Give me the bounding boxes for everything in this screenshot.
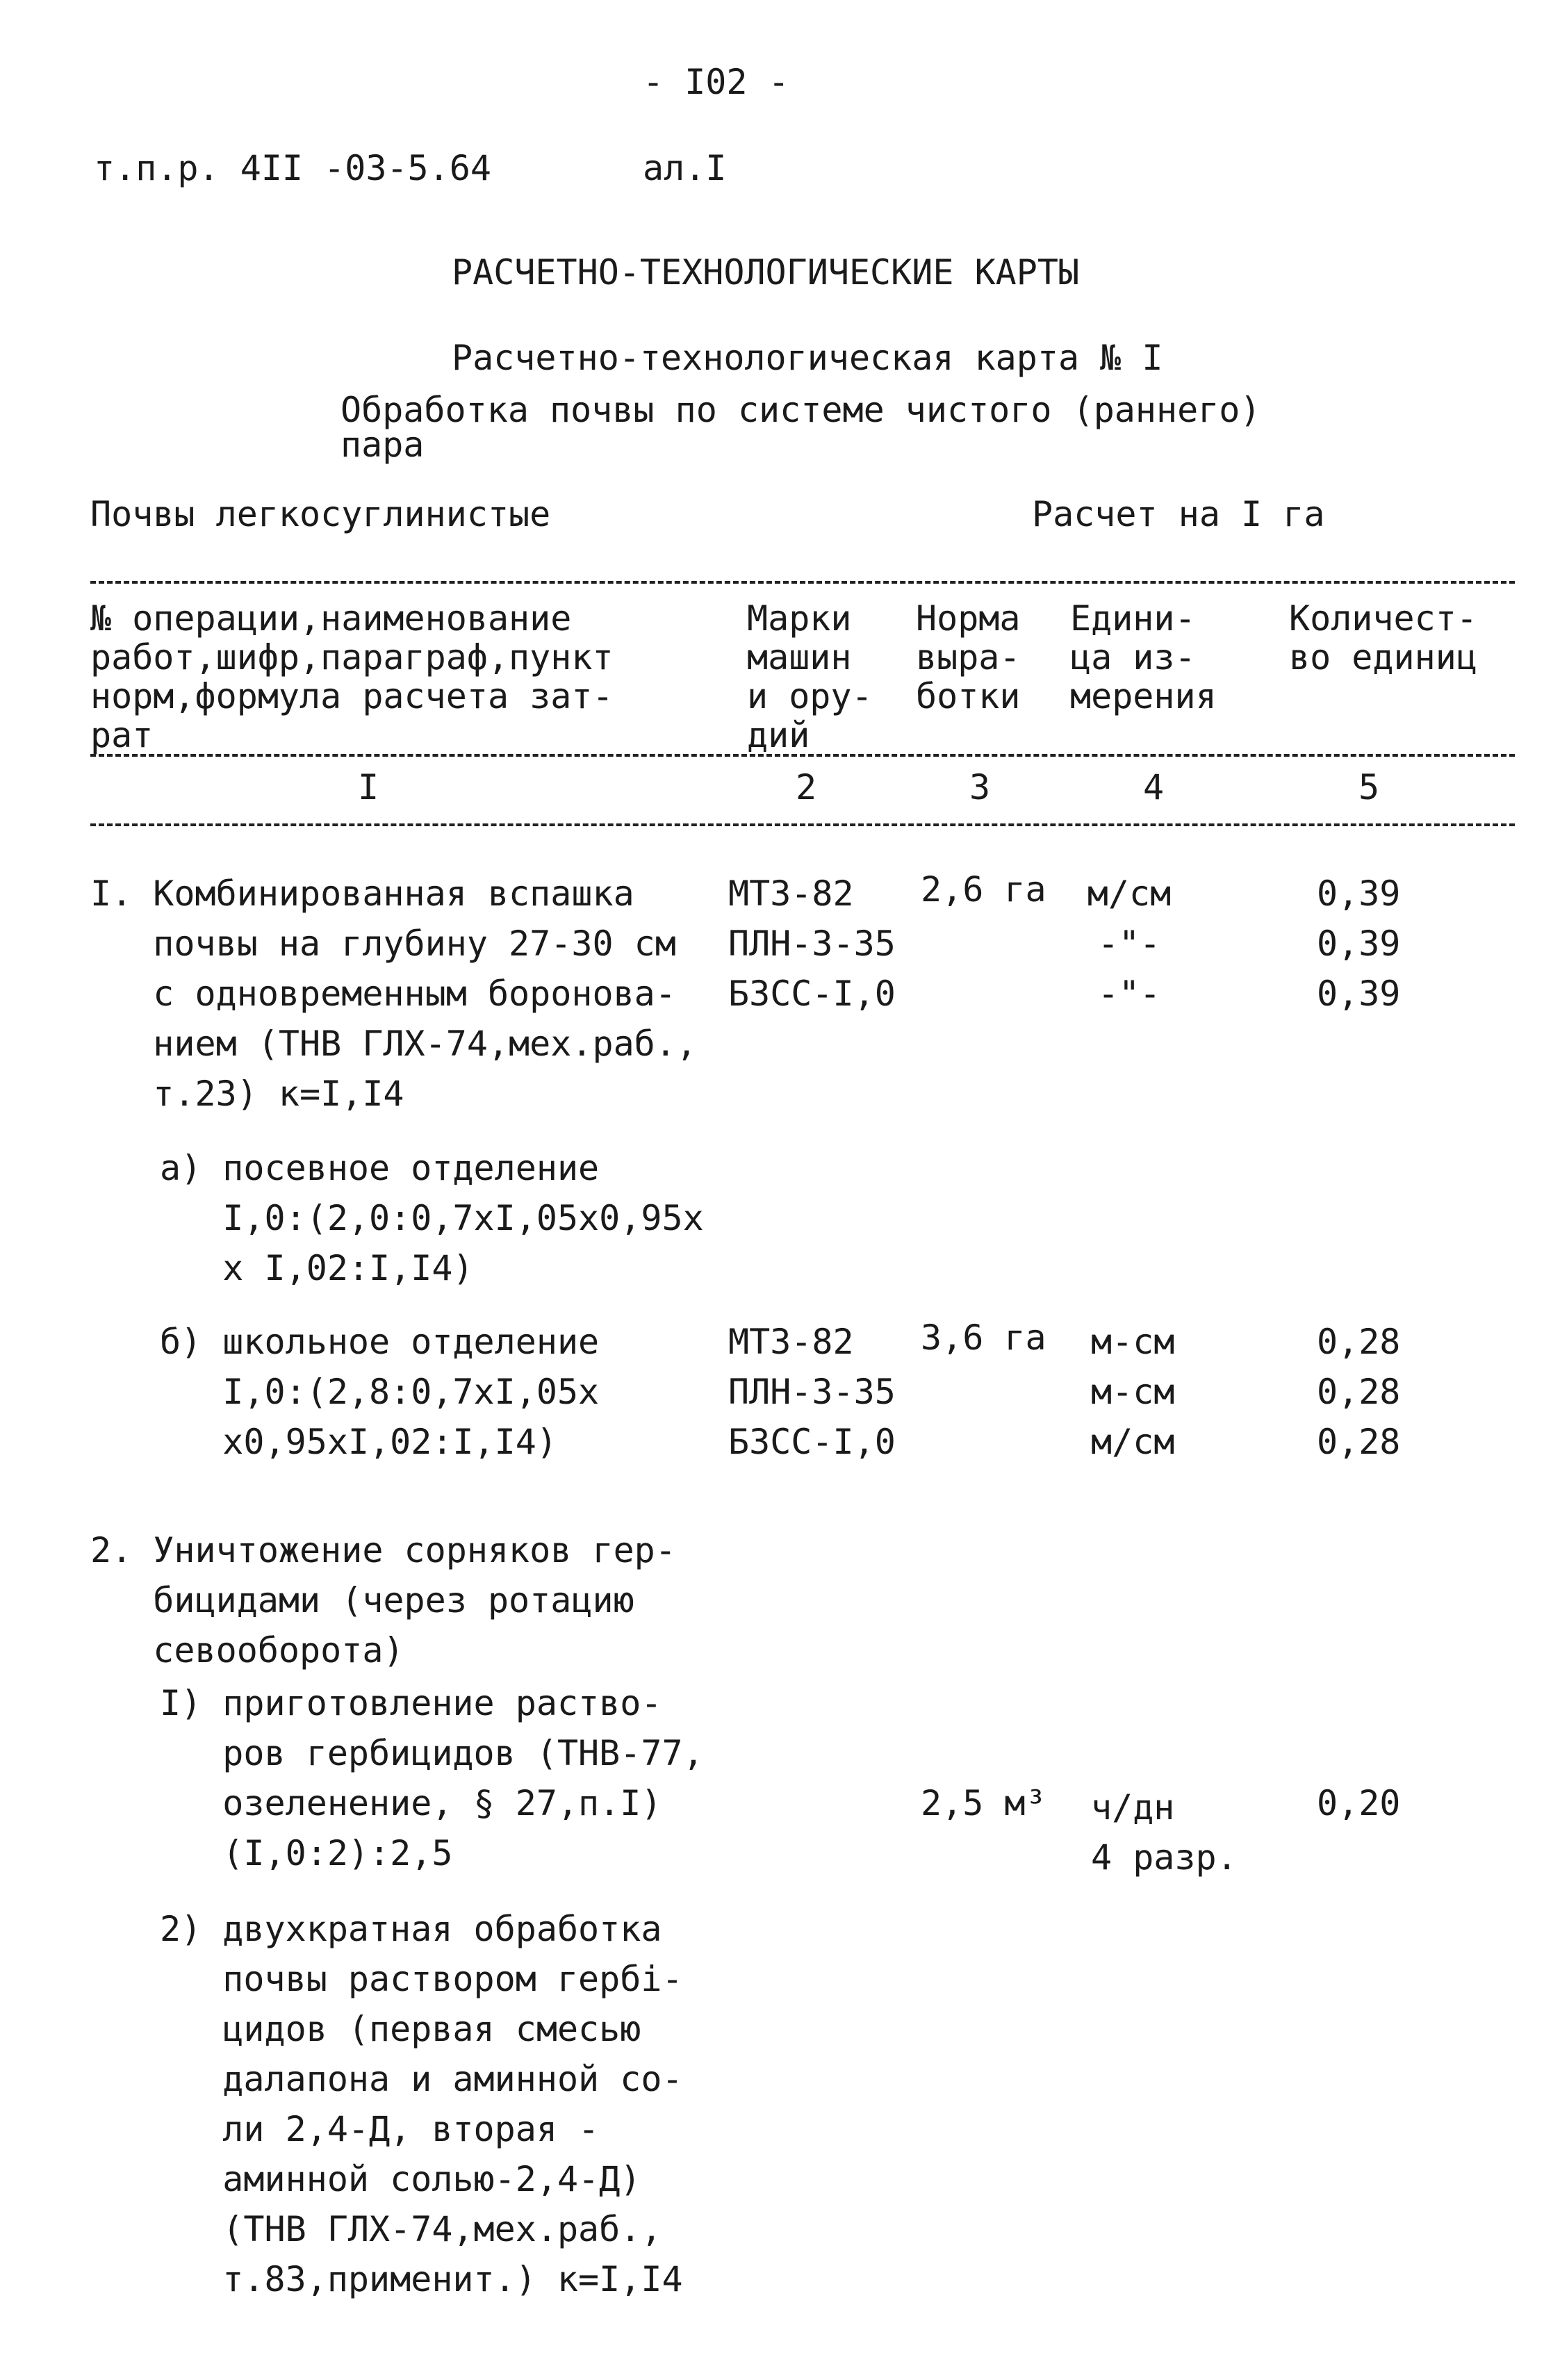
main-title: РАСЧЕТНО-ТЕХНОЛОГИЧЕСКИЕ КАРТЫ xyxy=(452,252,1080,293)
operation-1a-text: а) посевное отделение I,0:(2,0:0,7хI,05х0,95х х I,02:I,I4) xyxy=(160,1148,704,1288)
page-number: - I02 - xyxy=(643,62,789,102)
column-number-2: 2 xyxy=(795,767,817,807)
operation-1-quantities: 0,39 0,39 0,39 xyxy=(1317,873,1401,1014)
operation-1-units: м/см -"- -"- xyxy=(1087,873,1172,1014)
operation-2-1-norm: 2,5 м³ xyxy=(921,1783,1046,1823)
header-unit: Едини- ца из- мерения xyxy=(1070,598,1217,716)
operation-1b-units: м-см м-см м/см xyxy=(1091,1322,1175,1462)
column-number-3: 3 xyxy=(969,767,991,807)
column-number-4: 4 xyxy=(1142,767,1165,807)
header-operation: № операции,наименование работ,шифр,параграф,пункт норм,формула расчета зат- рат xyxy=(90,598,614,755)
operation-1-norm: 2,6 га xyxy=(921,869,1046,910)
column-number-1: I xyxy=(357,767,379,807)
card-subtitle-line2: пара xyxy=(340,425,425,465)
calculation-basis: Расчет на I га xyxy=(1032,494,1325,534)
header-machines: Марки машин и ору- дий xyxy=(747,598,873,755)
header-quantity: Количест- во единиц xyxy=(1289,598,1477,678)
operation-1b-machines: МТЗ-82 ПЛН-3-35 БЗСС-I,0 xyxy=(728,1322,896,1462)
operation-2-2-text: 2) двухкратная обработка почвы раствором гербi- цидов (первая смесью далапона и аминной со- ли 2,4-Д, вторая - аминной солью-2,4-Д) (ТНВ ГЛХ-74,мех.раб., т.83,применит.) к=I,I4 xyxy=(160,1909,683,2299)
operation-1b-text: б) школьное отделение I,0:(2,8:0,7хI,05х х0,95хI,02:I,I4) xyxy=(160,1322,600,1462)
soil-type: Почвы легкосуглинистые xyxy=(90,494,551,534)
header-norm: Норма выра- ботки xyxy=(916,598,1021,716)
header-mid-rule xyxy=(90,754,1515,757)
operation-2-1-quantity: 0,20 xyxy=(1317,1783,1401,1823)
document-reference: т.п.р. 4II -03-5.64 xyxy=(94,148,491,188)
album-reference: ал.I xyxy=(643,148,727,188)
operation-1-machines: МТЗ-82 ПЛН-3-35 БЗСС-I,0 xyxy=(728,873,896,1014)
card-subtitle-line1: Обработка почвы по системе чистого (раннего) xyxy=(340,390,1261,430)
card-title: Расчетно-технологическая карта № I xyxy=(452,338,1163,378)
operation-2-1-text: I) приготовление раство- ров гербицидов (ТНВ-77, озеленение, § 27,п.I) (I,0:2):2,5 xyxy=(160,1683,704,1873)
operation-2-1-units: ч/дн 4 разр. xyxy=(1091,1787,1238,1878)
operation-1b-norm: 3,6 га xyxy=(921,1318,1046,1358)
operation-1-text: I. Комбинированная вспашка почвы на глубину 27-30 см с одновременным боронова- нием (ТНВ ГЛХ-74,мех.раб., т.23) к=I,I4 xyxy=(90,873,697,1114)
column-number-5: 5 xyxy=(1358,767,1380,807)
operation-2-text: 2. Уничтожение сорняков гер- бицидами (через ротацию севооборота) xyxy=(90,1530,676,1671)
table-header-bottom-rule xyxy=(90,823,1515,826)
table-top-rule xyxy=(90,581,1515,584)
operation-1b-quantities: 0,28 0,28 0,28 xyxy=(1317,1322,1401,1462)
